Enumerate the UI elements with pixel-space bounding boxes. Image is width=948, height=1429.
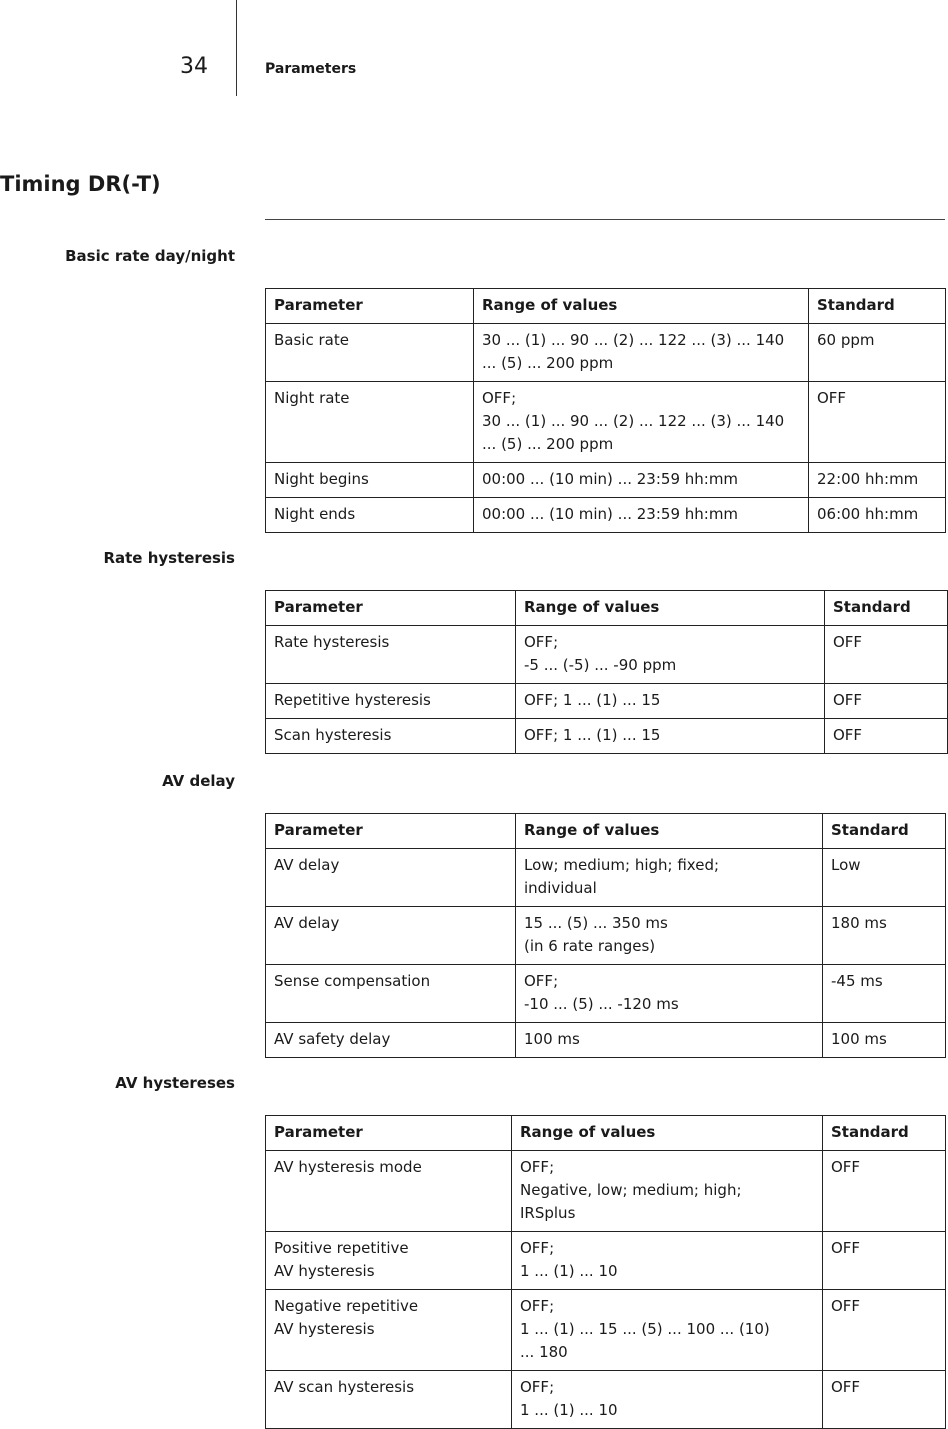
column-header: Range of values — [516, 591, 825, 626]
table-row — [266, 1151, 946, 1232]
table-row — [266, 1023, 946, 1058]
table-cell: 30 ... (1) ... 90 ... (2) ... 122 ... (3) ... 140 ... (5) ... 200 ppm — [474, 324, 809, 382]
table-cell: Low — [823, 849, 946, 907]
table-header-row — [266, 1116, 946, 1151]
table-header-row — [266, 591, 948, 626]
table-row — [266, 1371, 946, 1429]
table-cell: OFF; 1 ... (1) ... 10 — [512, 1371, 823, 1429]
table-header-row — [266, 289, 946, 324]
rate-hysteresis-table — [265, 590, 948, 754]
running-head: Parameters — [265, 61, 357, 77]
table-cell: 22:00 hh:mm — [809, 463, 946, 498]
table-cell: AV delay — [266, 907, 516, 965]
page-number: 34 — [180, 54, 208, 79]
table-cell: OFF — [825, 684, 948, 719]
table-cell: 60 ppm — [809, 324, 946, 382]
table-cell: OFF — [823, 1151, 946, 1232]
table-cell: OFF — [823, 1371, 946, 1429]
table-row — [266, 463, 946, 498]
table-cell: Night begins — [266, 463, 474, 498]
table-row — [266, 324, 946, 382]
table-cell: OFF; -5 ... (-5) ... -90 ppm — [516, 626, 825, 684]
subsection-label-rate-hysteresis: Rate hysteresis — [103, 549, 235, 567]
subsection-label-basic-rate: Basic rate day/night — [65, 247, 235, 265]
table-row — [266, 626, 948, 684]
basic-rate-table — [265, 288, 946, 533]
table-cell: OFF; 1 ... (1) ... 15 — [516, 684, 825, 719]
table-cell: Negative repetitive AV hysteresis — [266, 1290, 512, 1371]
table-row — [266, 1232, 946, 1290]
table-cell: OFF — [823, 1232, 946, 1290]
av-delay-table — [265, 813, 946, 1058]
table-cell: 00:00 ... (10 min) ... 23:59 hh:mm — [474, 463, 809, 498]
column-header: Standard — [809, 289, 946, 324]
table-cell: OFF; 1 ... (1) ... 10 — [512, 1232, 823, 1290]
table-header-row — [266, 814, 946, 849]
column-header: Standard — [823, 814, 946, 849]
table-cell: OFF; Negative, low; medium; high; IRSplus — [512, 1151, 823, 1232]
table-cell: 06:00 hh:mm — [809, 498, 946, 533]
table-cell: Basic rate — [266, 324, 474, 382]
table-cell: AV scan hysteresis — [266, 1371, 512, 1429]
table-cell: 100 ms — [823, 1023, 946, 1058]
subsection-label-av-delay: AV delay — [162, 772, 235, 790]
table-row — [266, 498, 946, 533]
table-cell: Rate hysteresis — [266, 626, 516, 684]
table-cell: 100 ms — [516, 1023, 823, 1058]
table-row — [266, 1290, 946, 1371]
table-cell: OFF; -10 ... (5) ... -120 ms — [516, 965, 823, 1023]
table-cell: -45 ms — [823, 965, 946, 1023]
table-row — [266, 907, 946, 965]
column-header: Range of values — [516, 814, 823, 849]
column-header: Standard — [823, 1116, 946, 1151]
section-divider — [265, 219, 945, 220]
table-cell: Positive repetitive AV hysteresis — [266, 1232, 512, 1290]
table-cell: 00:00 ... (10 min) ... 23:59 hh:mm — [474, 498, 809, 533]
table-row — [266, 965, 946, 1023]
table-row — [266, 382, 946, 463]
column-header: Parameter — [266, 591, 516, 626]
table-cell: AV hysteresis mode — [266, 1151, 512, 1232]
table-cell: Night rate — [266, 382, 474, 463]
table-cell: OFF; 1 ... (1) ... 15 ... (5) ... 100 ... (10) ... 180 — [512, 1290, 823, 1371]
column-header: Range of values — [512, 1116, 823, 1151]
column-header: Parameter — [266, 1116, 512, 1151]
table-row — [266, 719, 948, 754]
table-cell: OFF; 30 ... (1) ... 90 ... (2) ... 122 ... (3) ... 140 ... (5) ... 200 ppm — [474, 382, 809, 463]
table-cell: 180 ms — [823, 907, 946, 965]
table-cell: Repetitive hysteresis — [266, 684, 516, 719]
table-cell: Low; medium; high; fixed; individual — [516, 849, 823, 907]
table-row — [266, 849, 946, 907]
table-cell: Scan hysteresis — [266, 719, 516, 754]
table-cell: OFF — [823, 1290, 946, 1371]
table-cell: OFF — [825, 719, 948, 754]
header-divider — [236, 0, 237, 96]
table-cell: OFF; 1 ... (1) ... 15 — [516, 719, 825, 754]
table-cell: AV safety delay — [266, 1023, 516, 1058]
column-header: Standard — [825, 591, 948, 626]
subsection-label-av-hystereses: AV hystereses — [115, 1074, 235, 1092]
table-cell: Sense compensation — [266, 965, 516, 1023]
av-hystereses-table — [265, 1115, 946, 1429]
table-cell: 15 ... (5) ... 350 ms (in 6 rate ranges) — [516, 907, 823, 965]
table-row — [266, 684, 948, 719]
column-header: Range of values — [474, 289, 809, 324]
table-cell: OFF — [825, 626, 948, 684]
column-header: Parameter — [266, 289, 474, 324]
table-cell: Night ends — [266, 498, 474, 533]
column-header: Parameter — [266, 814, 516, 849]
table-cell: AV delay — [266, 849, 516, 907]
table-cell: OFF — [809, 382, 946, 463]
section-title: Timing DR(-T) — [0, 172, 161, 196]
